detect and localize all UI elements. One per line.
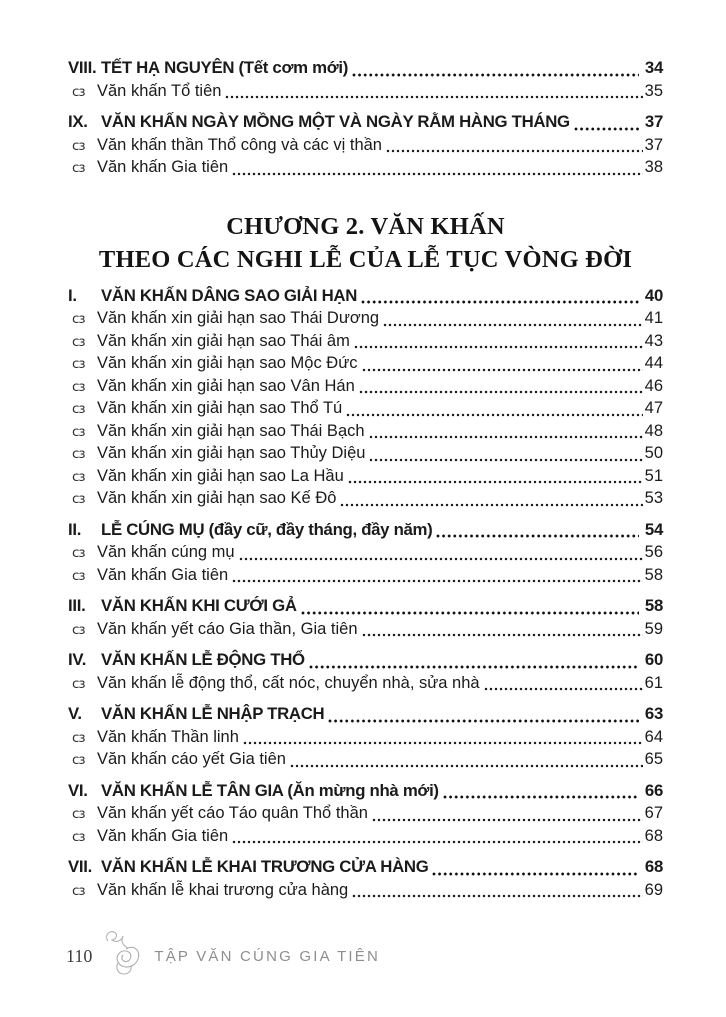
section-title: VĂN KHẤN KHI CƯỚI GẢ: [101, 596, 297, 615]
item-title: Văn khấn xin giải hạn sao Kế Đô: [97, 489, 337, 507]
floral-bullet-icon: cɜ: [72, 401, 85, 417]
item-page-number: 41: [644, 309, 663, 327]
floral-bullet-icon: cɜ: [72, 468, 85, 485]
item-title: Văn khấn xin giải hạn sao Thái Dương: [97, 309, 380, 327]
toc-item-row: [68, 420, 663, 443]
item-page-number: 47: [644, 399, 663, 417]
toc-item-row: [68, 672, 663, 695]
dot-leader: [359, 390, 643, 394]
floral-bullet-icon: cɜ: [72, 828, 85, 845]
dot-leader: [232, 172, 642, 176]
item-title: Văn khấn Gia tiên: [97, 565, 229, 584]
footer-page-number: 110: [66, 945, 93, 966]
section-numeral: IV.: [68, 650, 87, 669]
item-page-number: 69: [644, 880, 663, 899]
item-title: Văn khấn Gia tiên: [97, 826, 229, 845]
item-page-number: 37: [644, 135, 663, 154]
dot-leader: [328, 719, 639, 723]
toc-item-row: [68, 802, 663, 825]
dot-leader: [352, 73, 639, 77]
toc-item-row: [68, 825, 663, 848]
section-page-number: 60: [644, 650, 663, 669]
dot-leader: [372, 818, 643, 822]
section-page-number: 58: [644, 596, 663, 615]
page-footer: [66, 932, 380, 980]
item-title: Văn khấn xin giải hạn sao Thái Bạch: [97, 421, 365, 440]
dot-leader: [369, 458, 642, 462]
item-title: Văn khấn xin giải hạn sao Mộc Đức: [97, 354, 358, 372]
dot-leader: [340, 503, 642, 507]
section-numeral: VIII.: [68, 58, 97, 77]
footer-book-title: TẬP VĂN CÚNG GIA TIÊN: [154, 947, 381, 965]
section-page-number: 54: [644, 519, 663, 539]
section-page-number: 68: [644, 857, 663, 876]
toc-item-row: [68, 487, 663, 510]
item-page-number: 35: [644, 81, 663, 100]
item-page-number: 44: [644, 354, 663, 372]
toc-item-row: [68, 726, 663, 749]
toc-item-row: [68, 465, 663, 488]
toc-section-row: [68, 595, 663, 618]
toc-item-row: [68, 879, 663, 902]
chapter-heading: [68, 210, 663, 276]
toc-section-row: [68, 111, 663, 134]
section-page-number: 63: [644, 704, 663, 723]
item-title: Văn khấn Gia tiên: [97, 158, 229, 176]
section-numeral: I.: [68, 285, 77, 305]
floral-bullet-icon: cɜ: [72, 333, 85, 350]
item-page-number: 38: [644, 158, 663, 176]
floral-bullet-icon: cɜ: [72, 83, 85, 100]
item-page-number: 51: [644, 466, 663, 485]
item-title: Văn khấn xin giải hạn sao Thủy Diệu: [97, 444, 366, 462]
item-page-number: 67: [644, 804, 663, 822]
item-page-number: 58: [644, 565, 663, 584]
dot-leader: [290, 764, 643, 768]
section-numeral: V.: [68, 704, 82, 723]
toc-list-top: [68, 57, 663, 179]
toc-item-row: [68, 442, 663, 465]
item-page-number: 68: [644, 826, 663, 845]
item-page-number: 48: [644, 421, 663, 440]
dot-leader: [346, 413, 642, 417]
dot-leader: [362, 368, 643, 372]
floral-bullet-icon: cɜ: [72, 160, 85, 176]
floral-bullet-icon: cɜ: [72, 446, 85, 462]
item-page-number: 65: [644, 750, 663, 768]
dot-leader: [574, 127, 639, 131]
item-title: Văn khấn thần Thổ công và các vị thần: [97, 135, 382, 154]
toc-item-row: [68, 80, 663, 103]
toc-item-row: [68, 330, 663, 353]
floral-bullet-icon: cɜ: [72, 675, 85, 692]
floral-bullet-icon: cɜ: [72, 356, 85, 372]
dot-leader: [232, 840, 642, 844]
floral-bullet-icon: cɜ: [72, 752, 85, 768]
toc-section-row: [68, 285, 663, 308]
dot-leader: [432, 872, 638, 876]
item-title: Văn khấn Tổ tiên: [97, 81, 222, 100]
item-title: Văn khấn xin giải hạn sao Vân Hán: [97, 376, 355, 395]
floral-bullet-icon: cɜ: [72, 545, 85, 561]
floral-bullet-icon: cɜ: [72, 621, 85, 638]
dot-leader: [484, 687, 643, 691]
toc-item-row: [68, 564, 663, 587]
toc-item-row: [68, 307, 663, 330]
item-page-number: 43: [644, 331, 663, 350]
toc-item-row: [68, 375, 663, 398]
dot-leader: [352, 894, 642, 898]
floral-bullet-icon: cɜ: [72, 311, 85, 327]
item-title: Văn khấn yết cáo Táo quân Thổ thần: [97, 804, 368, 822]
toc-section-row: [68, 57, 663, 80]
section-title: VĂN KHẤN NGÀY MỒNG MỘT VÀ NGÀY RẰM HÀNG THÁNG: [101, 112, 570, 131]
section-title: VĂN KHẤN LỄ NHẬP TRẠCH: [101, 704, 325, 723]
section-title: VĂN KHẤN LỄ KHAI TRƯƠNG CỬA HÀNG: [101, 857, 429, 876]
item-page-number: 46: [644, 376, 663, 395]
chapter-heading-line1: CHƯƠNG 2. VĂN KHẤN: [226, 212, 505, 240]
section-page-number: 34: [644, 58, 663, 77]
dot-leader: [232, 579, 642, 583]
floral-bullet-icon: cɜ: [72, 729, 85, 746]
dot-leader: [361, 300, 639, 304]
dot-leader: [362, 633, 643, 637]
dot-leader: [239, 557, 643, 561]
toc-item-row: [68, 156, 663, 179]
toc-list-main: [68, 285, 663, 902]
floral-bullet-icon: cɜ: [72, 806, 85, 822]
toc-item-row: [68, 397, 663, 420]
toc-item-row: [68, 618, 663, 641]
item-page-number: 64: [644, 727, 663, 746]
toc-item-row: [68, 134, 663, 157]
dot-leader: [369, 435, 643, 439]
section-title: VĂN KHẤN LỄ ĐỘNG THỔ: [101, 650, 305, 669]
item-page-number: 50: [644, 444, 663, 462]
toc-item-row: [68, 541, 663, 564]
dot-leader: [301, 611, 639, 615]
footer-ornament-icon: [104, 929, 144, 977]
item-title: Văn khấn lễ khai trương cửa hàng: [97, 880, 349, 899]
item-title: Văn khấn xin giải hạn sao Thổ Tú: [97, 399, 343, 417]
item-title: Văn khấn xin giải hạn sao La Hầu: [97, 466, 344, 485]
toc-section-row: [68, 703, 663, 726]
item-title: Văn khấn cúng mụ: [97, 543, 235, 561]
toc-section-row: [68, 649, 663, 672]
section-page-number: 66: [644, 780, 663, 800]
floral-bullet-icon: cɜ: [72, 378, 85, 395]
dot-leader: [354, 345, 643, 349]
section-numeral: VI.: [68, 780, 88, 800]
dot-leader: [386, 149, 643, 153]
item-page-number: 56: [644, 543, 663, 561]
section-numeral: IX.: [68, 112, 88, 131]
item-page-number: 61: [644, 673, 663, 692]
dot-leader: [348, 480, 643, 484]
section-title: LỄ CÚNG MỤ (đầy cữ, đầy tháng, đầy năm): [101, 519, 433, 539]
section-numeral: VII.: [68, 857, 92, 876]
item-page-number: 59: [644, 619, 663, 638]
section-title: VĂN KHẤN LỄ TÂN GIA (Ăn mừng nhà mới): [101, 780, 439, 800]
section-page-number: 37: [644, 112, 663, 131]
dot-leader: [436, 534, 638, 538]
floral-bullet-icon: cɜ: [72, 882, 85, 899]
toc-section-row: [68, 519, 663, 542]
chapter-heading-line2: THEO CÁC NGHI LỄ CỦA LỄ TỤC VÒNG ĐỜI: [98, 245, 633, 273]
floral-bullet-icon: cɜ: [72, 423, 85, 440]
section-numeral: II.: [68, 519, 82, 539]
item-title: Văn khấn Thần linh: [97, 727, 239, 746]
toc-item-row: [68, 352, 663, 375]
dot-leader: [309, 665, 639, 669]
table-of-contents: [68, 57, 663, 901]
dot-leader: [443, 795, 639, 799]
floral-bullet-icon: cɜ: [72, 567, 85, 584]
toc-section-row: [68, 856, 663, 879]
item-title: Văn khấn lễ động thổ, cất nóc, chuyển nhà, sửa nhà: [97, 673, 480, 692]
item-title: Văn khấn xin giải hạn sao Thái âm: [97, 331, 350, 350]
item-page-number: 53: [644, 489, 663, 507]
section-title: VĂN KHẤN DÂNG SAO GIẢI HẠN: [101, 285, 358, 305]
section-numeral: III.: [68, 596, 86, 615]
floral-bullet-icon: cɜ: [72, 491, 85, 507]
dot-leader: [243, 741, 643, 745]
dot-leader: [383, 323, 643, 327]
dot-leader: [225, 95, 642, 99]
section-title: TẾT HẠ NGUYÊN (Tết cơm mới): [101, 58, 348, 77]
toc-section-row: [68, 780, 663, 803]
floral-bullet-icon: cɜ: [72, 137, 85, 154]
toc-item-row: [68, 748, 663, 771]
item-title: Văn khấn cáo yết Gia tiên: [97, 750, 286, 768]
item-title: Văn khấn yết cáo Gia thần, Gia tiên: [97, 619, 358, 638]
section-page-number: 40: [644, 285, 663, 305]
